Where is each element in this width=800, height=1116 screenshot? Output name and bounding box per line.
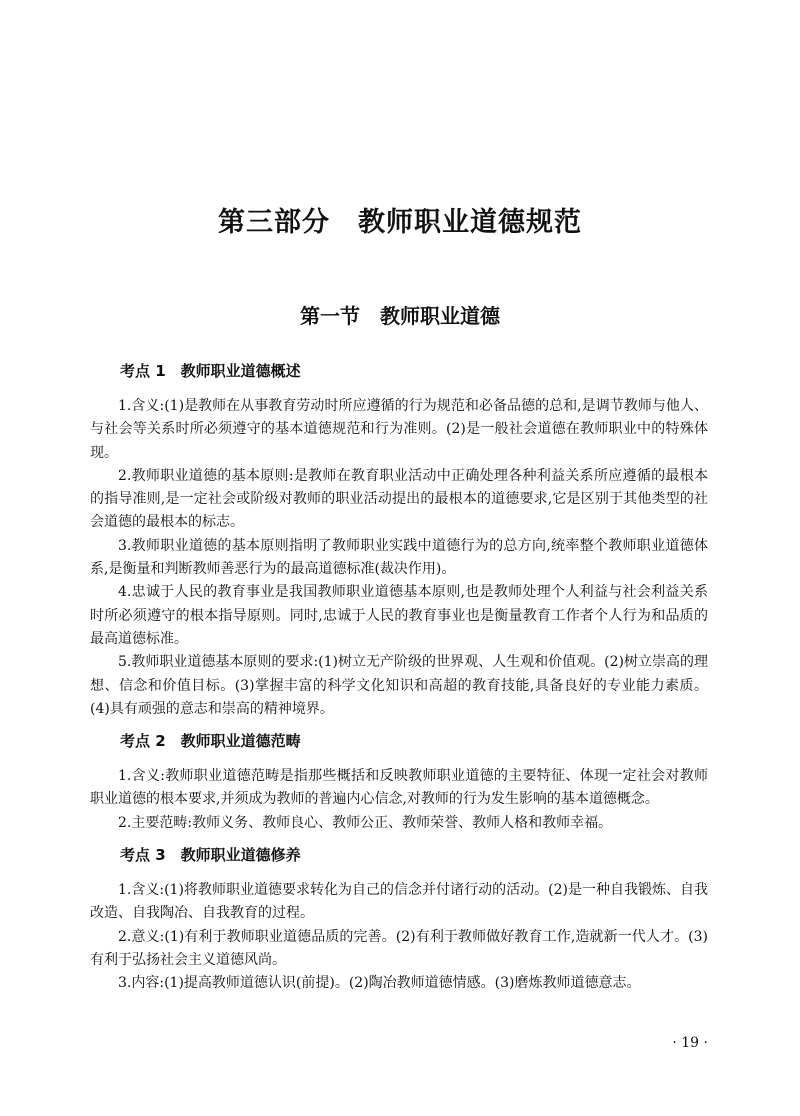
paragraph: 3.内容:(1)提高教师道德认识(前提)。(2)陶冶教师道德情感。(3)磨炼教师道德意志。 [118, 975, 641, 992]
content-body [90, 357, 708, 996]
paragraph: 1.含义:(1)将教师职业道德要求转化为自己的信念并付诸行动的活动。(2)是一种自我锻炼、自我改造、自我陶冶、自我教育的过程。 [90, 882, 708, 922]
paragraph: 5.教师职业道德基本原则的要求:(1)树立无产阶级的世界观、人生观和价值观。(2)树立崇高的理想、信念和价值目标。(3)掌握丰富的科学文化知识和高超的教育技能,具备良好的专业能力素质。(4)具有顽强的意志和崇高的精神境界。 [90, 654, 708, 717]
kaodian-block-3 [90, 841, 708, 995]
kaodian-heading: 考点 1 教师职业道德概述 [120, 362, 301, 380]
section-title: 第一节 教师职业道德 [300, 304, 500, 328]
paragraph: 3.教师职业道德的基本原则指明了教师职业实践中道德行为的总方向,统率整个教师职业道德体系,是衡量和判断教师善恶行为的最高道德标准(裁决作用)。 [90, 537, 708, 578]
kaodian-heading: 考点 3 教师职业道德修养 [120, 846, 301, 865]
paragraph: 4.忠诚于人民的教育事业是我国教师职业道德基本原则,也是教师处理个人利益与社会利益关系时所必须遵守的根本指导原则。同时,忠诚于人民的教育事业也是衡量教育工作者个人行为和品质的最高道德标准。 [90, 584, 708, 647]
paragraph: 1.含义:教师职业道德范畴是指那些概括和反映教师职业道德的主要特征、体现一定社会对教师职业道德的根本要求,并须成为教师的普遍内心信念,对教师的行为发生影响的基本道德概念。 [90, 768, 708, 808]
paragraph: 2.意义:(1)有利于教师职业道德品质的完善。(2)有利于教师做好教育工作,造就新一代人才。(3)有利于弘扬社会主义道德风尚。 [90, 928, 708, 968]
paragraph: 1.含义:(1)是教师在从事教育劳动时所应遵循的行为规范和必备品德的总和,是调节教师与他人、与社会等关系时所必须遵守的基本道德规范和行为准则。(2)是一般社会道德在教师职业中的特殊体现。 [90, 398, 708, 461]
kaodian-block-1 [90, 357, 708, 721]
page-number: · 19 · [672, 1035, 708, 1051]
kaodian-block-2 [90, 727, 708, 835]
kaodian-heading: 考点 2 教师职业道德范畴 [120, 732, 301, 751]
part-title: 第三部分 教师职业道德规范 [218, 207, 582, 238]
paragraph: 2.教师职业道德的基本原则:是教师在教育职业活动中正确处理各种利益关系所应遵循的最根本的指导准则,是一定社会或阶级对教师的职业活动提出的最根本的道德要求,它是区别于其他类型的社会道德的最根本的标志。 [90, 467, 708, 531]
paragraph: 2.主要范畴:教师义务、教师良心、教师公正、教师荣誉、教师人格和教师幸福。 [118, 814, 613, 831]
